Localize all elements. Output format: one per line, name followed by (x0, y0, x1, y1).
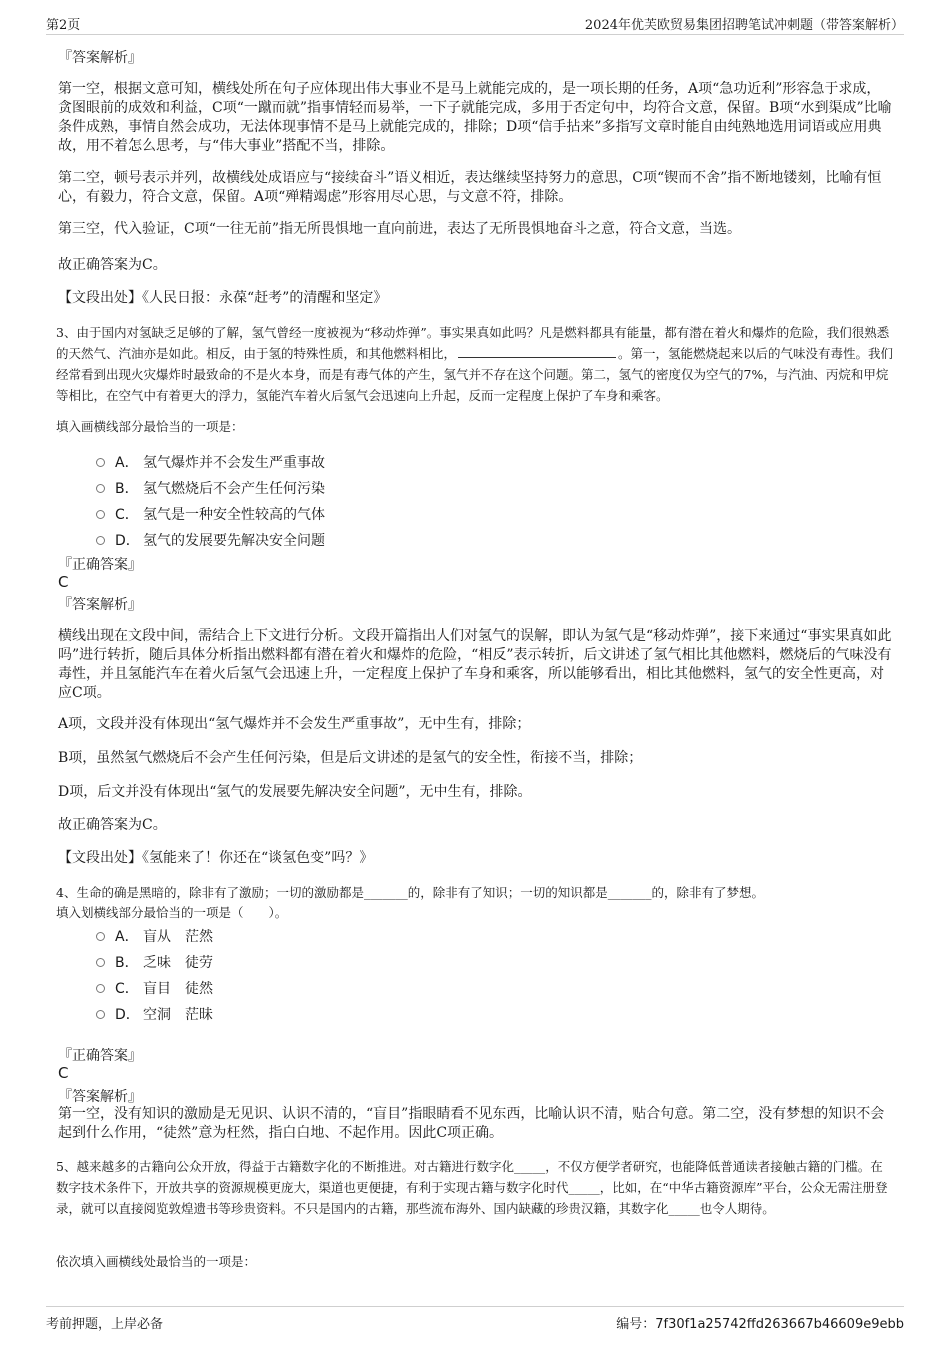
q3-stem-part-a: 3、由于国内对氢缺乏足够的了解，氢气曾经一度被视为“移动炸弹”。事实果真如此吗？凡是燃料都具有能量，都有潜在着火和爆炸的危险，我们很熟悉的天然气、汽油亦是如此。相反，由于氢的特殊性质，和其他燃料相比， (56, 325, 890, 361)
q3-analysis-p4: D项，后文并没有体现出“氢气的发展要先解决安全问题”，无中生有，排除。 (58, 784, 532, 800)
radio-icon[interactable] (96, 458, 105, 467)
q4-option-b[interactable]: B． 乏味 徒劳 (96, 952, 213, 972)
q4-option-a[interactable]: A． 盲从 茫然 (96, 926, 213, 946)
q2-answer-line: 故正确答案为C。 (58, 257, 167, 273)
q4-stem: 4、生命的确是黑暗的，除非有了激励；一切的激励都是_______的，除非有了知识；一切的知识都是_______的，除非有了梦想。 (56, 885, 764, 900)
q5-stem: 5、越来越多的古籍向公众开放，得益于古籍数字化的不断推进。对古籍进行数字化_____，不仅方便学者研究，也能降低普通读者接触古籍的门槛。在数字技术条件下，开放共享的资源规模更庞大，渠道也更便捷，有利于实现古籍与数字化时代_____，比如，在“中华古籍资源库”平台，公众无需注册登录，就可以直接阅览敦煌遗书等珍贵资料。不只是国内的古籍，那些流布海外、国内缺藏的珍贵汉籍，其数字化_____也令人期待。 (56, 1159, 888, 1216)
q3-analysis-p3: B项，虽然氢气燃烧后不会产生任何污染，但是后文讲述的是氢气的安全性，衔接不当，排除； (58, 750, 643, 766)
q4-blank-1: _______ (363, 885, 408, 900)
q3-option-b[interactable]: B． 氢气燃烧后不会产生任何污染 (96, 478, 325, 498)
q4-analysis-label: 『答案解析』 (58, 1089, 142, 1105)
q3-prompt: 填入画横线部分最恰当的一项是： (56, 419, 244, 434)
radio-icon[interactable] (96, 958, 105, 967)
q4-correct-label: 『正确答案』 (58, 1048, 142, 1064)
q3-stem (56, 322, 894, 406)
q4-blank-2: _______ (607, 885, 652, 900)
q2-analysis-p3: 第三空，代入验证，C项“一往无前”指无所畏惧地一直向前进，表达了无所畏惧地奋斗之意，符合文意，当选。 (58, 221, 742, 237)
radio-icon[interactable] (96, 984, 105, 993)
q3-stem-part-b: 。第一，氢能燃烧起来以后的气味没有毒性。我们经常看到出现火灾爆炸时最致命的不是火本身，而是有毒气体的产生，氢气并不存在这个问题。第二，氢气的密度仅为空气的7%，与汽油、丙烷和甲烷等相比，在空气中有着更大的浮力，氢能汽车着火后氢气会迅速向上升起，反而一定程度上保护了车身和乘客。 (56, 346, 894, 403)
q3-analysis-p2: A项，文段并没有体现出“氢气爆炸并不会发生严重事故”，无中生有，排除； (58, 716, 531, 732)
document-title: 2024年优芙欧贸易集团招聘笔试冲刺题（带答案解析） (584, 18, 904, 33)
q3-option-d[interactable]: D． 氢气的发展要先解决安全问题 (96, 530, 325, 550)
q2-analysis-p2: 第二空，顿号表示并列，故横线处成语应与“接续奋斗”语义相近，表达继续坚持努力的意思，C项“锲而不舍”指不断地镂刻，比喻有恒心，有毅力，符合文意，保留。A项“殚精竭虑”形容用尽心思，与文意不符，排除。 (58, 170, 882, 205)
q3-analysis-p1: 横线出现在文段中间，需结合上下文进行分析。文段开篇指出人们对氢气的误解，即认为氢气是“移动炸弹”，接下来通过“事实果真如此吗”进行转折，随后具体分析指出燃料都有潜在着火和爆炸的危险，“相反”表示转折，后文讲述了氢气相比其他燃料，燃烧后的气味没有毒性，并且氢能汽车在着火后氢气会迅速上升，一定程度上保护了车身和乘客，所以能够看出，相比其他燃料，氢气的安全性更高，对应C项。 (58, 628, 892, 701)
page-footer (46, 1306, 904, 1331)
q4-option-c[interactable]: C． 盲目 徒然 (96, 978, 213, 998)
q3-source: 【文段出处】《氢能来了！你还在“谈氢色变”吗？》 (58, 850, 374, 866)
q4-prompt: 填入划横线部分最恰当的一项是（ ）。 (56, 905, 288, 920)
footer-slogan: 考前押题，上岸必备 (46, 1317, 164, 1332)
q4-correct-answer: C (58, 1064, 69, 1082)
q3-correct-label: 『正确答案』 (58, 557, 142, 573)
q3-analysis-label: 『答案解析』 (58, 597, 142, 613)
q4-analysis-p1: 第一空，没有知识的激励是无见识、认识不清的，“盲目”指眼睛看不见东西，比喻认识不清，贴合句意。第二空，没有梦想的知识不会起到什么作用，“徒然”意为枉然，指白白地、不起作用。因此C项正确。 (58, 1106, 885, 1141)
radio-icon[interactable] (96, 1010, 105, 1019)
q2-analysis-label: 『答案解析』 (58, 50, 142, 66)
q5-prompt: 依次填入画横线处最恰当的一项是： (56, 1254, 257, 1269)
radio-icon[interactable] (96, 536, 105, 545)
q3-fill-blank (458, 345, 616, 358)
radio-icon[interactable] (96, 932, 105, 941)
radio-icon[interactable] (96, 510, 105, 519)
q3-correct-answer: C (58, 573, 69, 591)
document-code: 编号：7f30f1a25742ffd263667b46609e9ebb (616, 1317, 904, 1332)
page-number: 第2页 (46, 18, 81, 33)
page-header (46, 12, 904, 35)
q3-option-c[interactable]: C． 氢气是一种安全性较高的气体 (96, 504, 325, 524)
q3-option-a[interactable]: A． 氢气爆炸并不会发生严重事故 (96, 452, 325, 472)
q2-source: 【文段出处】《人民日报：永葆“赶考”的清醒和坚定》 (58, 290, 388, 306)
q3-answer-line: 故正确答案为C。 (58, 817, 167, 833)
radio-icon[interactable] (96, 484, 105, 493)
q2-analysis-p1: 第一空，根据文意可知，横线处所在句子应体现出伟大事业不是马上就能完成的，是一项长期的任务，A项“急功近利”形容急于求成，贪图眼前的成效和利益，C项“一蹴而就”指事情轻而易举，一下子就能完成，多用于否定句中，均符合文意，保留。B项“水到渠成”比喻条件成熟，事情自然会成功，无法体现事情不是马上就能完成的，排除；D项“信手拈来”多指写文章时能自由纯熟地选用词语或应用典故，用不着怎么思考，与“伟大事业”搭配不当，排除。 (58, 81, 892, 154)
q4-option-d[interactable]: D． 空洞 茫昧 (96, 1004, 213, 1024)
